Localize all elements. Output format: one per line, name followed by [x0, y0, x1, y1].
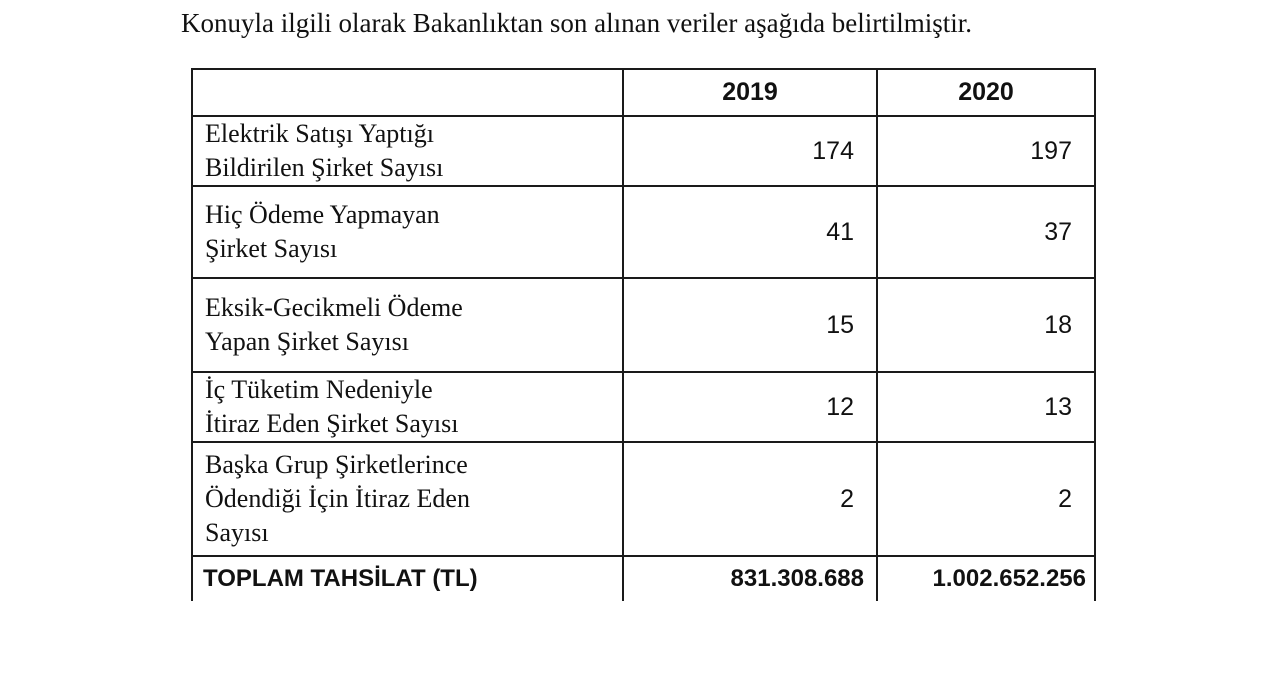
- row-label: [192, 186, 623, 278]
- value-2019: 12: [623, 372, 877, 442]
- total-value-2019: 831.308.688: [623, 556, 877, 601]
- header-empty-cell: [192, 69, 623, 116]
- value-2020: 13: [877, 372, 1095, 442]
- row-label: [192, 116, 623, 186]
- total-row: [192, 556, 1095, 601]
- table-row: [192, 442, 1095, 556]
- header-year-2019: 2019: [623, 69, 877, 116]
- value-2020: 197: [877, 116, 1095, 186]
- value-2019: 15: [623, 278, 877, 372]
- table-row: [192, 116, 1095, 186]
- total-label: TOPLAM TAHSİLAT (TL): [192, 556, 623, 601]
- row-label-line: Elektrik Satışı Yaptığı: [205, 119, 434, 148]
- value-2019: 41: [623, 186, 877, 278]
- row-label: [192, 278, 623, 372]
- value-2019: 2: [623, 442, 877, 556]
- row-label-line: Bildirilen Şirket Sayısı: [205, 153, 444, 182]
- value-2020: 37: [877, 186, 1095, 278]
- row-label-line: Hiç Ödeme Yapmayan: [205, 200, 440, 229]
- row-label-line: Yapan Şirket Sayısı: [205, 327, 409, 356]
- row-label-line: İtiraz Eden Şirket Sayısı: [205, 409, 459, 438]
- row-label-line: Başka Grup Şirketlerince: [205, 450, 468, 479]
- table-row: [192, 372, 1095, 442]
- row-label-line: Sayısı: [205, 518, 269, 547]
- intro-paragraph: Konuyla ilgili olarak Bakanlıktan son alınan veriler aşağıda belirtilmiştir.: [181, 8, 973, 38]
- row-label: [192, 372, 623, 442]
- value-2020: 18: [877, 278, 1095, 372]
- row-label-line: Eksik-Gecikmeli Ödeme: [205, 293, 463, 322]
- header-year-2020: 2020: [877, 69, 1095, 116]
- row-label-line: İç Tüketim Nedeniyle: [205, 375, 433, 404]
- value-2019: 174: [623, 116, 877, 186]
- row-label-line: Ödendiği İçin İtiraz Eden: [205, 484, 470, 513]
- table-row: [192, 186, 1095, 278]
- row-label: [192, 442, 623, 556]
- statistics-table: [191, 68, 1096, 601]
- row-label-line: Şirket Sayısı: [205, 234, 338, 263]
- total-value-2020: 1.002.652.256: [877, 556, 1095, 601]
- table-row: [192, 278, 1095, 372]
- value-2020: 2: [877, 442, 1095, 556]
- table-header-row: [192, 69, 1095, 116]
